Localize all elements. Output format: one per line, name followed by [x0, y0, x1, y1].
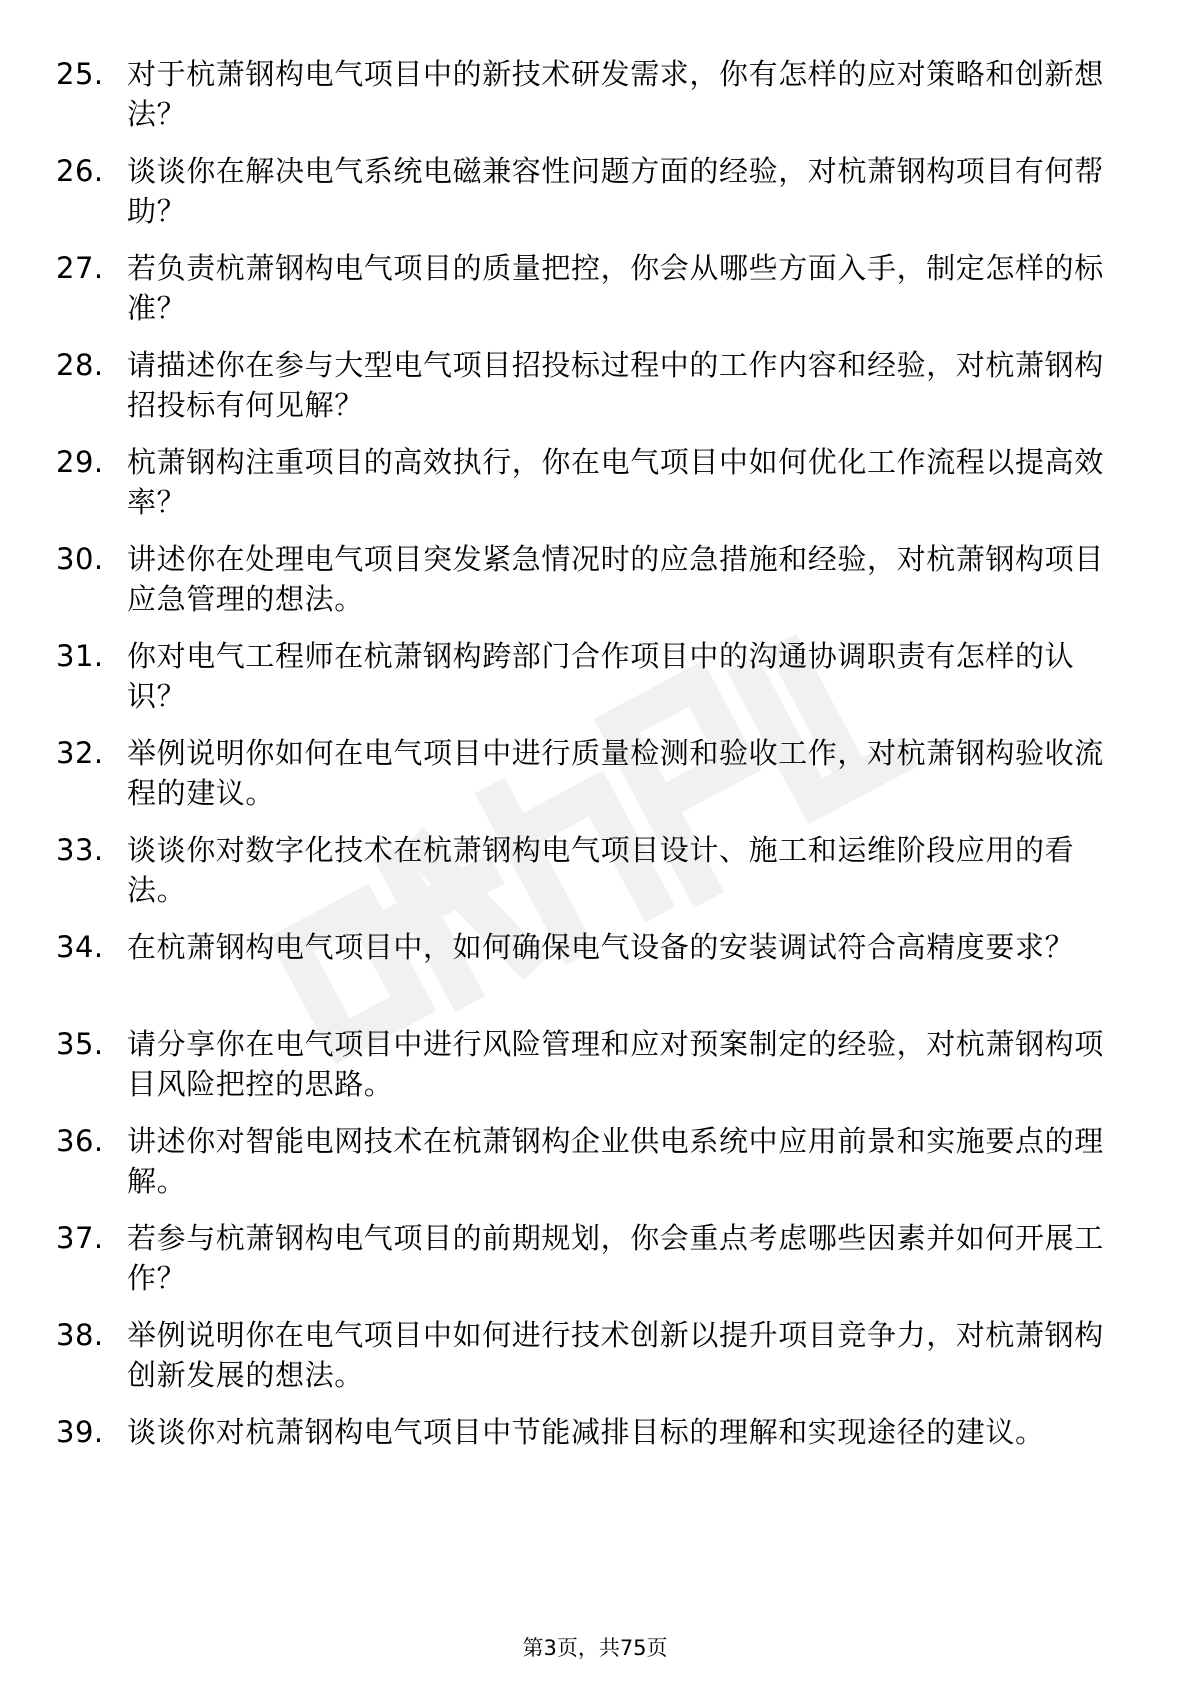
- question-number: 27.: [56, 251, 104, 285]
- question-number: 38.: [56, 1318, 104, 1352]
- page-footer: 第3页，共75页: [522, 1636, 668, 1660]
- question-item: [56, 733, 1116, 813]
- question-text: 请描述你在参与大型电气项目招投标过程中的工作内容和经验，对杭萧钢构招投标有何见解？: [127, 348, 1104, 422]
- question-text: 请分享你在电气项目中进行风险管理和应对预案制定的经验，对杭萧钢构项目风险把控的思路。: [127, 1027, 1104, 1101]
- question-number: 33.: [56, 833, 104, 867]
- question-item: [56, 442, 1116, 522]
- question-number: 35.: [56, 1027, 104, 1061]
- question-number: 31.: [56, 639, 104, 673]
- question-item: [56, 1218, 1116, 1298]
- question-text: 讲述你对智能电网技术在杭萧钢构企业供电系统中应用前景和实施要点的理解。: [127, 1124, 1104, 1198]
- question-list: [56, 54, 1116, 1509]
- question-item: [56, 927, 1116, 1007]
- question-number: 30.: [56, 542, 104, 576]
- question-text: 谈谈你对数字化技术在杭萧钢构电气项目设计、施工和运维阶段应用的看法。: [127, 833, 1075, 907]
- question-item: [56, 830, 1116, 910]
- question-item: [56, 1024, 1116, 1104]
- question-item: [56, 248, 1116, 328]
- question-number: 32.: [56, 736, 104, 770]
- question-item: [56, 636, 1116, 716]
- question-text: 你对电气工程师在杭萧钢构跨部门合作项目中的沟通协调职责有怎样的认识？: [127, 639, 1075, 713]
- question-text: 讲述你在处理电气项目突发紧急情况时的应急措施和经验，对杭萧钢构项目应急管理的想法。: [127, 542, 1104, 616]
- question-item: [56, 1121, 1116, 1201]
- question-item: [56, 539, 1116, 619]
- question-number: 28.: [56, 348, 104, 382]
- question-text: 若参与杭萧钢构电气项目的前期规划，你会重点考虑哪些因素并如何开展工作？: [127, 1221, 1104, 1295]
- question-item: [56, 345, 1116, 425]
- question-number: 34.: [56, 930, 104, 964]
- question-text: 对于杭萧钢构电气项目中的新技术研发需求，你有怎样的应对策略和创新想法？: [127, 57, 1104, 131]
- question-item: [56, 1315, 1116, 1395]
- question-number: 25.: [56, 57, 104, 91]
- question-text: 杭萧钢构注重项目的高效执行，你在电气项目中如何优化工作流程以提高效率？: [127, 445, 1104, 519]
- question-text: 若负责杭萧钢构电气项目的质量把控，你会从哪些方面入手，制定怎样的标准？: [127, 251, 1104, 325]
- question-item: [56, 54, 1116, 134]
- question-item: [56, 1412, 1116, 1492]
- question-text: 举例说明你在电气项目中如何进行技术创新以提升项目竞争力，对杭萧钢构创新发展的想法。: [127, 1318, 1104, 1392]
- question-number: 39.: [56, 1415, 104, 1449]
- question-number: 29.: [56, 445, 104, 479]
- question-item: [56, 151, 1116, 231]
- question-number: 26.: [56, 154, 104, 188]
- question-text: 谈谈你在解决电气系统电磁兼容性问题方面的经验，对杭萧钢构项目有何帮助？: [127, 154, 1104, 228]
- question-number: 37.: [56, 1221, 104, 1255]
- question-text: 举例说明你如何在电气项目中进行质量检测和验收工作，对杭萧钢构验收流程的建议。: [127, 736, 1104, 810]
- question-text: 谈谈你对杭萧钢构电气项目中节能减排目标的理解和实现途径的建议。: [127, 1415, 1045, 1449]
- question-number: 36.: [56, 1124, 104, 1158]
- question-text: 在杭萧钢构电气项目中，如何确保电气设备的安装调试符合高精度要求？: [127, 930, 1075, 964]
